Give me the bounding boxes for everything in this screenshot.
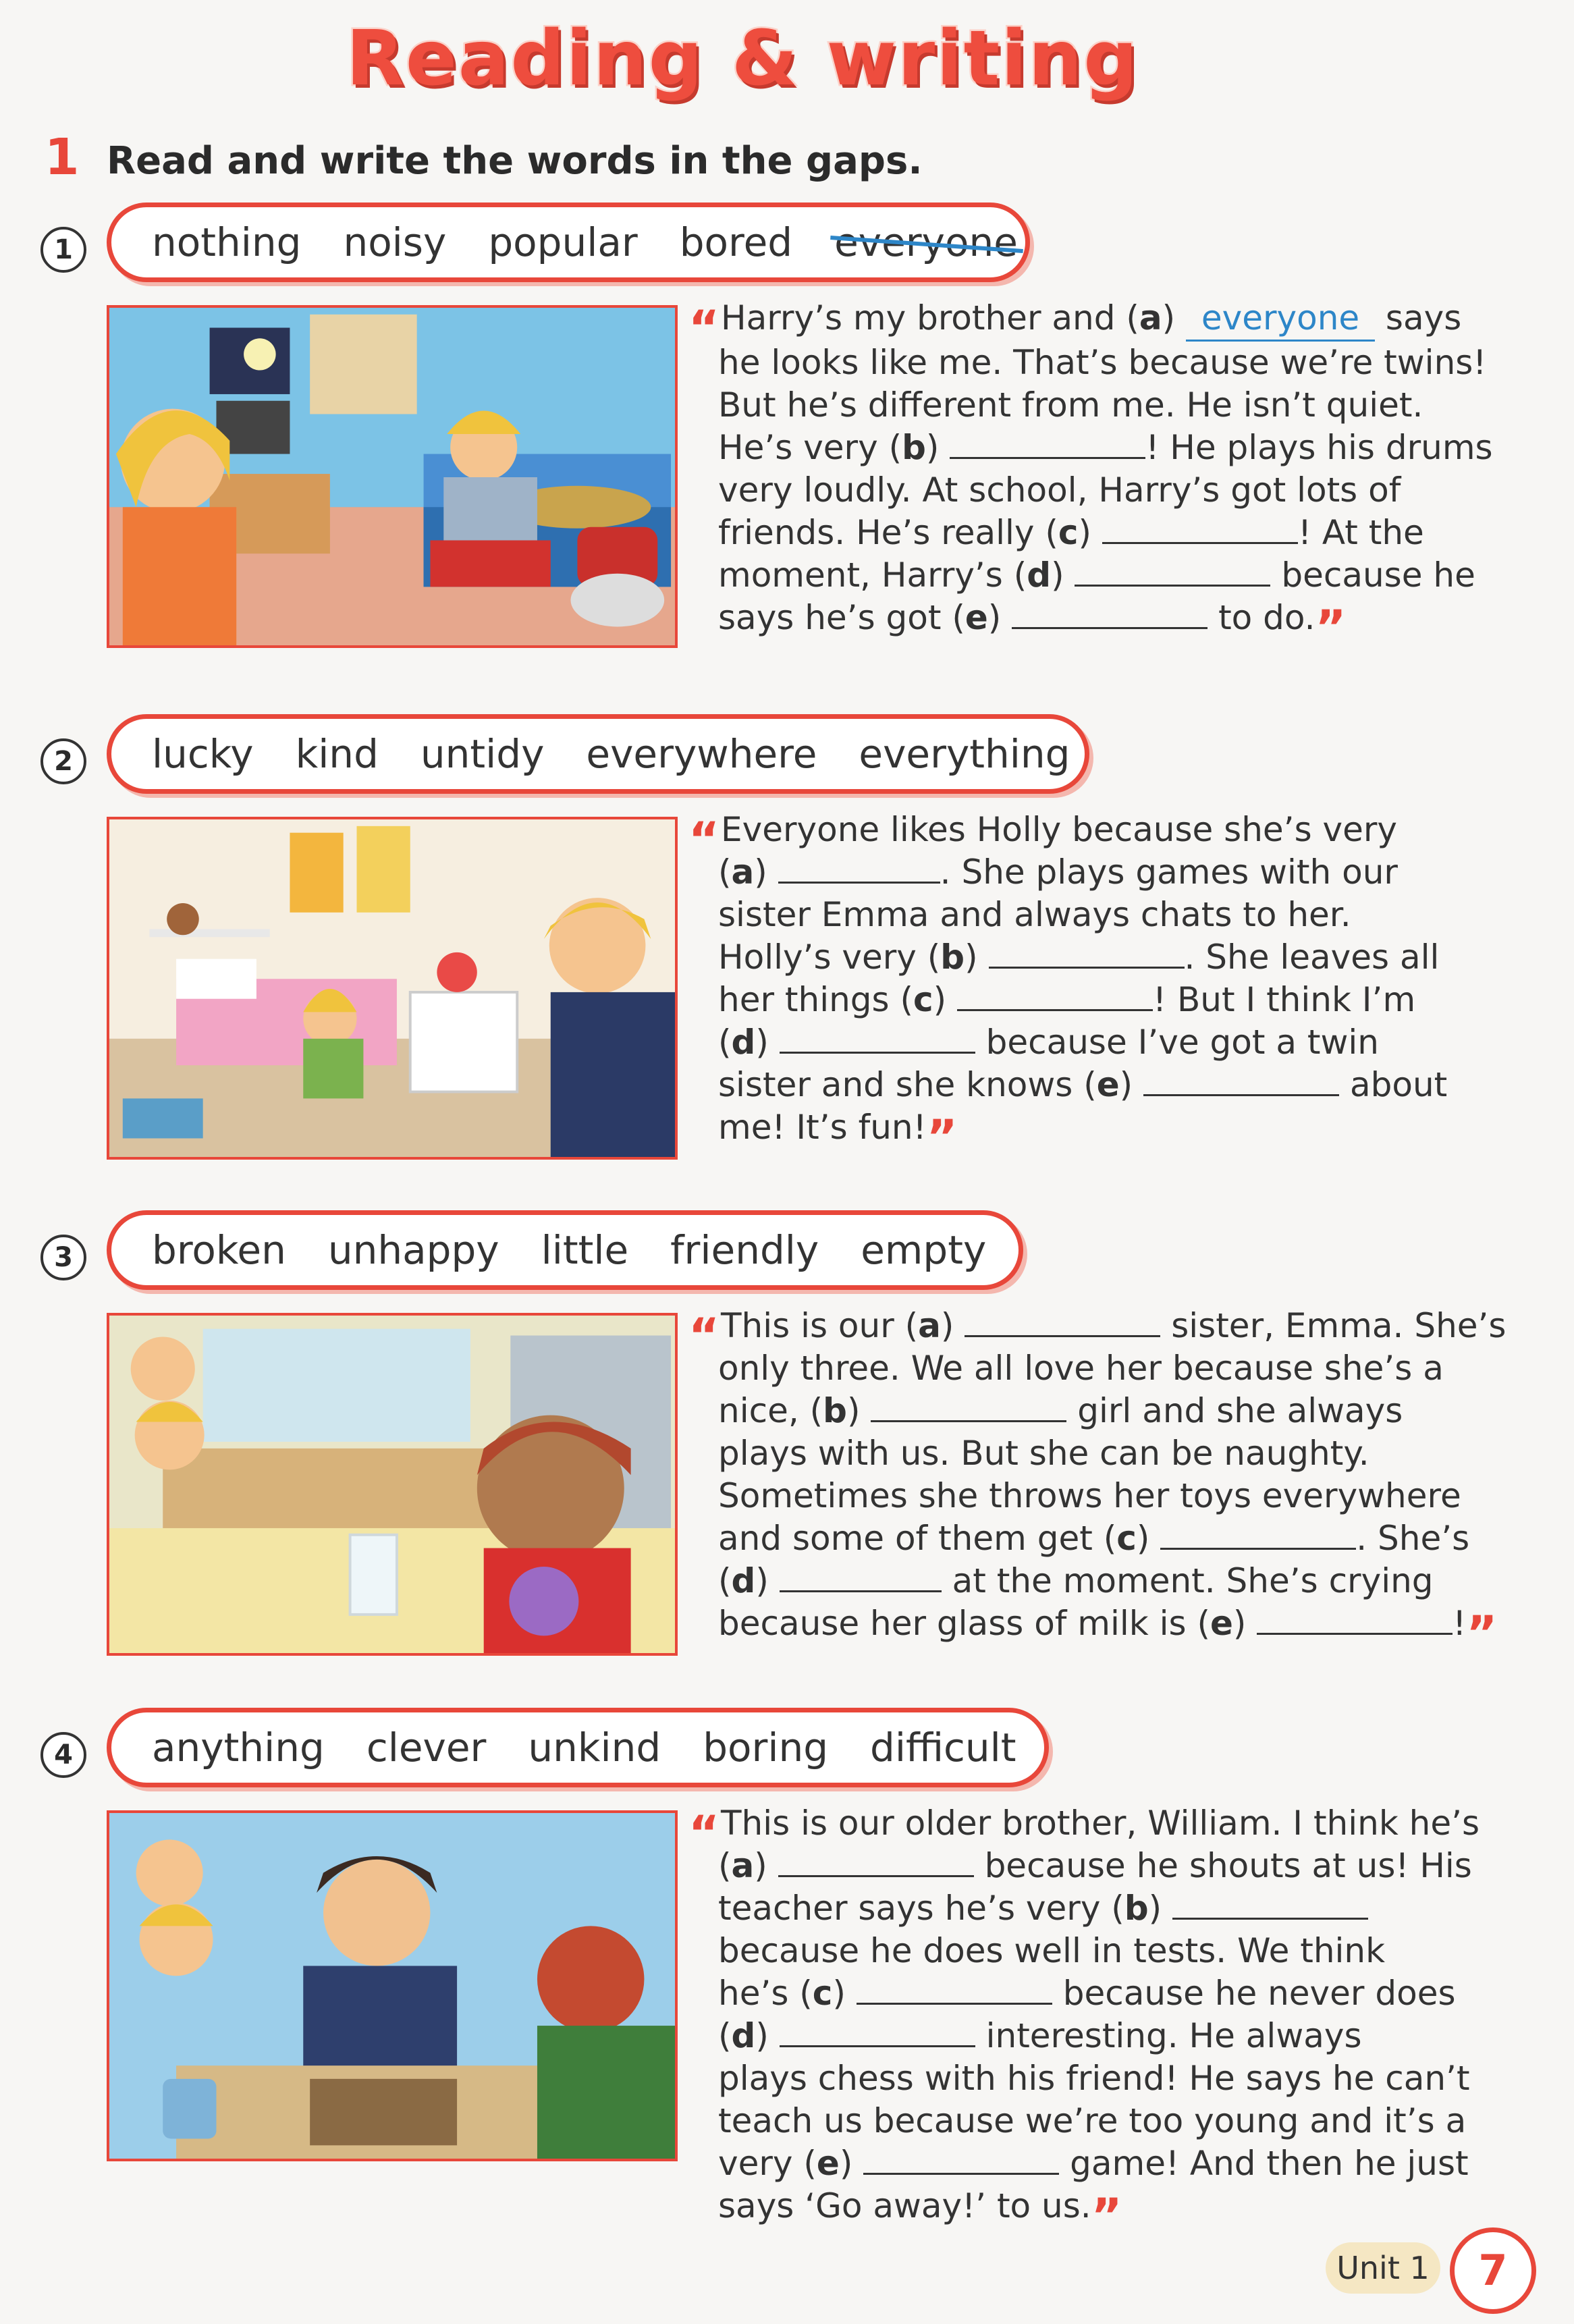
story-line	[718, 512, 1467, 554]
gap-letter: b	[940, 938, 965, 977]
word-option: everywhere	[586, 731, 817, 777]
line-text: Harry’s my brother and (	[721, 298, 1139, 337]
line-text: he’s (	[718, 1974, 813, 2013]
answer-gap[interactable]	[1257, 1606, 1453, 1635]
story-line: sister Emma and always chats to her.	[718, 895, 1351, 934]
line-text: This is our (	[721, 1306, 919, 1345]
answer-gap[interactable]: everyone	[1186, 297, 1375, 342]
gap-letter: d	[731, 2016, 756, 2055]
answer-gap[interactable]	[1160, 1521, 1356, 1550]
line-text: friends. He’s really (	[718, 513, 1058, 552]
story-text	[688, 297, 1493, 655]
line-text: nice, (	[718, 1391, 823, 1430]
gap-letter: a	[731, 853, 755, 892]
story-text	[688, 1305, 1507, 1661]
line-text: (	[718, 853, 732, 892]
line-text: says ‘Go away!’ to us.	[718, 2186, 1091, 2225]
story-line	[718, 1517, 1470, 1560]
line-text: because her glass of milk is (	[718, 1604, 1210, 1643]
story-line: he looks like me. That’s because we’re twins!	[718, 343, 1487, 382]
gap-letter: c	[812, 1974, 833, 2013]
answer-gap[interactable]	[778, 855, 940, 884]
line-text: teacher says he’s very (	[718, 1889, 1124, 1928]
open-quote: “	[688, 812, 720, 867]
line-text: ! At the	[1297, 513, 1424, 552]
section-number: 4	[40, 1732, 86, 1778]
story-line: very loudly. At school, Harry’s got lots of	[718, 470, 1401, 510]
line-text: . She leaves all	[1184, 938, 1440, 977]
answer-gap[interactable]	[780, 1025, 975, 1054]
line-text: because he never does	[1052, 1974, 1456, 2013]
line-text: very (	[718, 2144, 817, 2183]
unit-label: Unit 1	[1326, 2242, 1440, 2294]
line-text: )	[832, 1974, 857, 2013]
answer-gap[interactable]	[778, 1848, 974, 1877]
word-option: kind	[295, 731, 379, 777]
line-text: )	[846, 1391, 871, 1430]
line-text: (	[718, 1846, 732, 1885]
story-line: plays with us. But she can be naughty.	[718, 1434, 1369, 1473]
line-text: girl and she always	[1066, 1391, 1403, 1430]
gap-letter: b	[902, 428, 926, 467]
story-line	[718, 1845, 1472, 1887]
line-text: )	[940, 1306, 965, 1345]
page-number: 7	[1450, 2227, 1536, 2314]
line-text: )	[925, 428, 950, 467]
word-option: everything	[859, 731, 1070, 777]
line-text: ! But I think I’m	[1153, 980, 1416, 1019]
gap-letter: a	[918, 1306, 941, 1345]
answer-gap[interactable]	[871, 1393, 1066, 1422]
gap-letter: b	[1124, 1889, 1149, 1928]
answer-gap[interactable]	[957, 982, 1153, 1011]
line-text: )	[1162, 298, 1187, 337]
open-quote: “	[688, 1806, 720, 1861]
line-text: because he	[1270, 556, 1475, 595]
line-text: !	[1453, 1604, 1467, 1643]
line-text: Holly’s very (	[718, 938, 941, 977]
illustration-untidy-bedroom	[107, 817, 678, 1160]
line-text: )	[755, 1023, 780, 1062]
word-box	[107, 1210, 1023, 1290]
answer-gap[interactable]	[989, 940, 1185, 969]
line-text: )	[839, 2144, 864, 2183]
line-text: because he shouts at us! His	[973, 1846, 1472, 1885]
line-text: )	[1136, 1519, 1161, 1558]
gap-letter: d	[731, 1023, 756, 1062]
line-text: Everyone likes Holly because she’s very	[721, 810, 1398, 849]
gap-letter: d	[1027, 556, 1052, 595]
close-quote: ”	[1315, 600, 1347, 655]
story-line: plays chess with his friend! He says he can’t	[718, 2059, 1470, 2098]
answer-gap[interactable]	[863, 2146, 1059, 2175]
gap-letter: d	[731, 1561, 756, 1600]
line-text: . She plays games with our	[940, 853, 1398, 892]
answer-gap[interactable]	[950, 430, 1145, 459]
story-line	[718, 979, 1467, 1021]
page-title: Reading & writing	[346, 15, 1139, 103]
illustration-chess-game	[107, 1810, 678, 2161]
story-line	[718, 1390, 1467, 1432]
word-option: untidy	[420, 731, 545, 777]
word-option: boring	[703, 1725, 829, 1771]
story-line: because he does well in tests. We think	[718, 1931, 1386, 1970]
line-text: sister, Emma. She’s	[1160, 1306, 1507, 1345]
story-line: Sometimes she throws her toys everywhere	[718, 1476, 1461, 1515]
close-quote: ”	[926, 1110, 958, 1165]
answer-gap[interactable]	[965, 1308, 1160, 1337]
illustration-bedroom-drums	[107, 305, 678, 648]
line-text: )	[1119, 1065, 1144, 1104]
story-line	[718, 2185, 1467, 2244]
word-option: nothing	[152, 219, 302, 265]
line-text: game! And then he just	[1059, 2144, 1469, 2183]
answer-gap[interactable]	[1102, 515, 1298, 544]
story-line	[688, 297, 1467, 356]
word-option: lucky	[152, 731, 254, 777]
story-line	[718, 1972, 1467, 2015]
line-text: (	[718, 2016, 732, 2055]
gap-letter: e	[816, 2144, 840, 2183]
line-text: to do.	[1207, 598, 1315, 637]
gap-letter: c	[913, 980, 933, 1019]
story-text	[688, 1802, 1480, 2244]
gap-letter: e	[1210, 1604, 1233, 1643]
story-line	[718, 554, 1475, 597]
line-text: because I’ve got a twin	[975, 1023, 1379, 1062]
line-text: moment, Harry’s (	[718, 556, 1027, 595]
line-text: sister and she knows (	[718, 1065, 1097, 1104]
answer-gap[interactable]	[857, 1976, 1052, 2005]
close-quote: ”	[1466, 1606, 1498, 1661]
line-text: )	[987, 598, 1012, 637]
line-text: )	[1232, 1604, 1257, 1643]
line-text: says	[1375, 298, 1462, 337]
story-text	[688, 809, 1467, 1165]
story-line	[718, 597, 1467, 655]
gap-letter: e	[1096, 1065, 1120, 1104]
word-option-used: everyone	[834, 219, 1018, 265]
word-option: popular	[488, 219, 638, 265]
story-line	[718, 1560, 1467, 1602]
word-option: friendly	[670, 1227, 819, 1273]
word-box	[107, 714, 1089, 794]
gap-letter: c	[1058, 513, 1079, 552]
word-option: unkind	[528, 1725, 661, 1771]
line-text: ! He plays his drums	[1145, 428, 1493, 467]
line-text: )	[755, 2016, 780, 2055]
line-text: )	[755, 1561, 780, 1600]
story-line	[718, 2015, 1467, 2057]
answer-gap[interactable]	[1075, 558, 1270, 587]
line-text: at the moment. She’s crying	[941, 1561, 1434, 1600]
word-option: anything	[152, 1725, 325, 1771]
open-quote: “	[688, 1308, 720, 1363]
line-text: (	[718, 1023, 732, 1062]
story-line: But he’s different from me. He isn’t quiet.	[718, 385, 1423, 425]
answer-gap[interactable]	[1012, 600, 1207, 629]
gap-letter: a	[731, 1846, 755, 1885]
story-line	[718, 1064, 1467, 1106]
line-text: )	[1148, 1889, 1173, 1928]
word-option: bored	[679, 219, 793, 265]
gap-letter: b	[823, 1391, 847, 1430]
story-line	[688, 1305, 1507, 1363]
exercise-instruction: Read and write the words in the gaps.	[107, 139, 923, 183]
line-text: says he’s got (	[718, 598, 965, 637]
story-line	[718, 1106, 1467, 1165]
close-quote: ”	[1091, 2188, 1122, 2244]
gap-letter: c	[1116, 1519, 1137, 1558]
answer-gap[interactable]	[1143, 1067, 1339, 1096]
word-option: little	[541, 1227, 629, 1273]
answer-gap[interactable]	[1172, 1891, 1368, 1920]
story-line	[718, 1602, 1498, 1661]
line-text: This is our older brother, William. I think he’s	[721, 1804, 1480, 1843]
exercise-number: 1	[45, 128, 80, 186]
word-option: noisy	[343, 219, 447, 265]
story-line	[718, 1021, 1467, 1064]
story-line	[718, 851, 1467, 894]
story-line: only three. We all love her because she’s a	[718, 1349, 1444, 1388]
line-text: )	[754, 853, 778, 892]
line-text: interesting. He always	[975, 2016, 1362, 2055]
word-option: difficult	[870, 1725, 1016, 1771]
word-option: empty	[861, 1227, 987, 1273]
word-option: broken	[152, 1227, 286, 1273]
line-text: about	[1339, 1065, 1448, 1104]
story-line	[688, 1802, 1480, 1861]
section-number: 2	[40, 738, 86, 784]
answer-gap[interactable]	[780, 1563, 942, 1592]
story-line: teach us because we’re too young and it’s a	[718, 2101, 1467, 2140]
line-text: )	[1051, 556, 1075, 595]
word-option: unhappy	[327, 1227, 499, 1273]
line-text: )	[1078, 513, 1102, 552]
gap-letter: a	[1139, 298, 1162, 337]
story-line	[718, 427, 1493, 469]
story-line	[718, 2142, 1467, 2185]
line-text: He’s very (	[718, 428, 902, 467]
line-text: (	[718, 1561, 732, 1600]
gap-letter: e	[965, 598, 988, 637]
line-text: me! It’s fun!	[718, 1108, 927, 1147]
line-text: and some of them get (	[718, 1519, 1117, 1558]
word-box	[107, 1708, 1049, 1787]
story-line	[688, 809, 1467, 867]
word-box	[107, 202, 1030, 282]
line-text: . She’s	[1356, 1519, 1470, 1558]
line-text: her things (	[718, 980, 913, 1019]
section-number: 3	[40, 1235, 86, 1280]
word-option: clever	[366, 1725, 487, 1771]
illustration-kitchen-crying	[107, 1313, 678, 1656]
line-text: )	[933, 980, 958, 1019]
story-line	[718, 936, 1467, 979]
open-quote: “	[688, 300, 720, 356]
line-text: )	[754, 1846, 778, 1885]
line-text: )	[965, 938, 989, 977]
story-line	[718, 1887, 1467, 1930]
section-number: 1	[40, 227, 86, 273]
answer-gap[interactable]	[780, 2018, 975, 2047]
